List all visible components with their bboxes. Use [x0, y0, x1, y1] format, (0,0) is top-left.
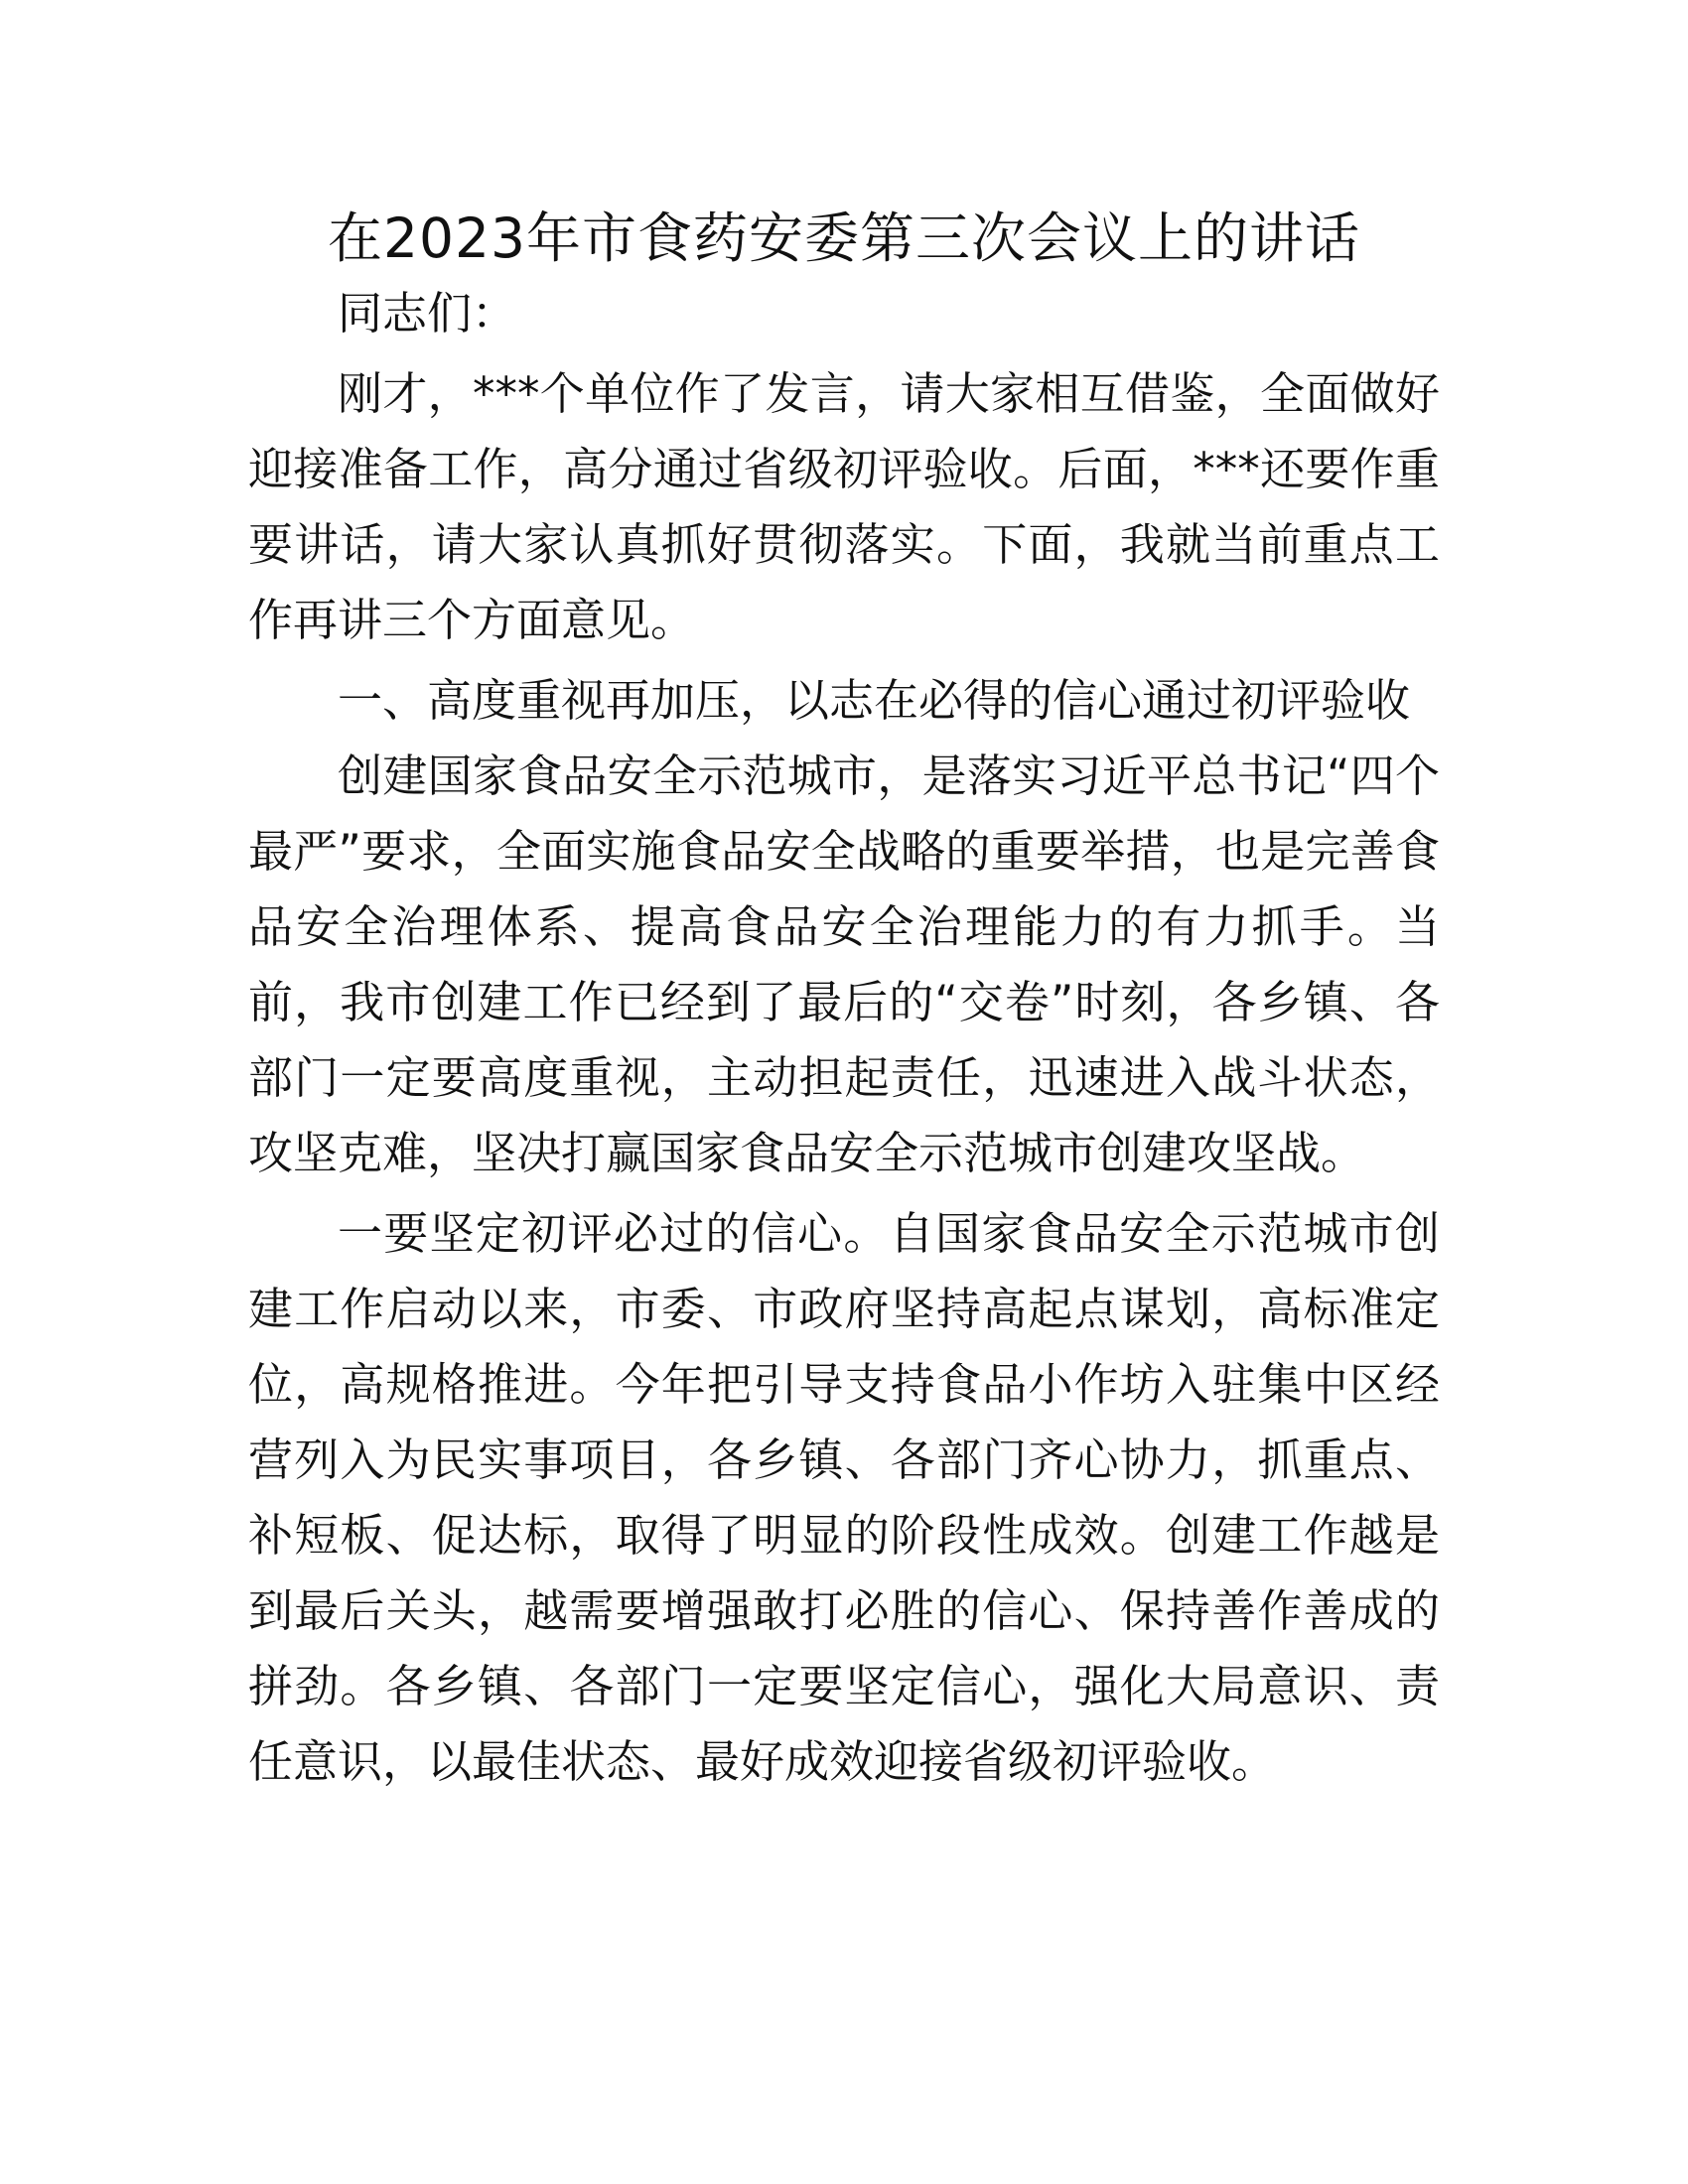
section-heading-one: 一、高度重视再加压，以志在必得的信心通过初评验收: [338, 674, 1411, 727]
salutation: 同志们：: [338, 287, 517, 340]
paragraph-opening: 刚才，***个单位作了发言，请大家相互借鉴，全面做好迎接准备工作，高分通过省级初评验收。后面，***还要作重要讲话，请大家认真抓好贯彻落实。下面，我就当前重点工作再讲三个方面意见。: [248, 367, 1440, 646]
paragraph-section-one-intro: 创建国家食品安全示范城市，是落实习近平总书记“四个最严”要求，全面实施食品安全战略的重要举措，也是完善食品安全治理体系、提高食品安全治理能力的有力抓手。当前，我市创建工作已经到了最后的“交卷”时刻，各乡镇、各部门一定要高度重视，主动担起责任，迅速进入战斗状态，攻坚克难，坚决打赢国家食品安全示范城市创建攻坚战。: [248, 750, 1440, 1179]
paragraph-point-one: 一要坚定初评必过的信心。自国家食品安全示范城市创建工作启动以来，市委、市政府坚持高起点谋划，高标准定位，高规格推进。今年把引导支持食品小作坊入驻集中区经营列入为民实事项目，各乡镇、各部门齐心协力，抓重点、补短板、促达标，取得了明显的阶段性成效。创建工作越是到最后关头，越需要增强敢打必胜的信心、保持善作善成的拼劲。各乡镇、各部门一定要坚定信心，强化大局意识、责任意识，以最佳状态、最好成效迎接省级初评验收。: [248, 1207, 1440, 1788]
document-body: [248, 276, 1440, 1800]
document-title: 在2023年市食药安委第三次会议上的讲话: [328, 206, 1360, 270]
